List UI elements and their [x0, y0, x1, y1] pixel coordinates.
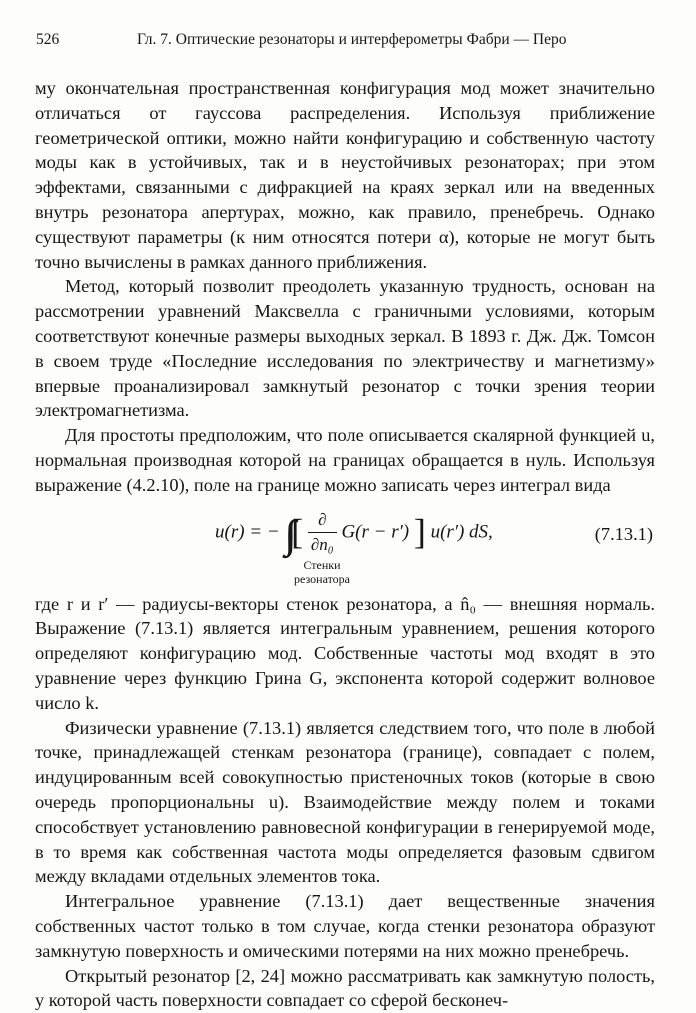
paragraph-6: Интегральное уравнение (7.13.1) дает вещественные значения собственных частот только в том случае, когда стенки резонатора образуют замкнутую поверхность и омическими потерями на них можно пренебречь.: [35, 889, 655, 963]
double-integral-symbol: ∫∫: [284, 511, 286, 556]
paragraph-7: Открытый резонатор [2, 24] можно рассматривать как замкнутую полость, у которой часть поверхности совпадает со сферой бесконеч-: [35, 964, 655, 1013]
equation-lhs: u(r) = −: [215, 521, 280, 542]
limit-line-2: резонатора: [294, 572, 350, 586]
fraction-numerator: ∂: [308, 508, 337, 534]
body-text: [35, 76, 655, 1013]
paragraph-4: где r и r′ — радиусы-векторы стенок резонатора, а n̂₀ — внешняя нормаль. Выражение (7.13.1) является интегральным уравнением, решения которого определяют конфигурацию мод. Собственные частоты мод входят в это уравнение через функцию Грина G, экспонента которой содержит волновое число k.: [35, 592, 655, 716]
left-bracket: [: [291, 511, 303, 551]
equation-body: [215, 508, 493, 559]
paragraph-3: Для простоты предположим, что поле описывается скалярной функцией u, нормальная производная которой на границах обращается в нуль. Используя выражение (4.2.10), поле на границе можно записать через интеграл вида: [35, 423, 655, 497]
equation-rhs: u(r′) dS,: [431, 521, 493, 542]
paragraph-1: му окончательная пространственная конфигурация мод может значительно отличаться от гауссова распределения. Используя приближение геометрической оптики, можно найти конфигурацию и собственную частоту моды как в устойчивых, так и в неустойчивых резонаторах; при этом эффектами, связанными с дифракцией на краях зеркал или на введенных внутрь резонатора апертурах, можно, как правило, пренебречь. Однако существуют параметры (к ним относятся потери α), которые не могут быть точно вычислены в рамках данного приближения.: [35, 76, 655, 274]
equation-7-13-1: [35, 500, 655, 590]
page-header: [36, 31, 656, 51]
limit-line-1: Стенки: [294, 558, 350, 572]
equation-number: (7.13.1): [595, 522, 653, 547]
integral-limit-label: [294, 558, 350, 586]
paragraph-5: Физически уравнение (7.13.1) является следствием того, что поле в любой точке, принадлежащей стенкам резонатора (границе), совпадает с полем, индуцированным всей совокупностью пристеночных токов (которые в свою очередь пропорциональны u). Взаимодействие между полем и токами способствует установлению равновесной конфигурации в генерируемой моде, в то время как собственная частота моды определяется фазовым сдвигом между вкладами отдельных элементов тока.: [35, 716, 655, 890]
running-head: Гл. 7. Оптические резонаторы и интерферометры Фабри — Перо: [137, 31, 566, 49]
paragraph-2: Метод, который позволит преодолеть указанную трудность, основан на рассмотрении уравнений Максвелла с граничными условиями, которым соответствуют конечные размеры выходных зеркал. В 1893 г. Дж. Дж. Томсон в своем труде «Последние исследования по электричеству и магнетизму» впервые проанализировал замкнутый резонатор с точки зрения теории электромагнетизма.: [35, 274, 655, 423]
partial-fraction: [308, 508, 337, 559]
page-number: 526: [36, 31, 59, 49]
fraction-denominator: ∂n₀: [308, 533, 337, 558]
green-function: G(r − r′): [341, 521, 409, 542]
right-bracket: ]: [414, 511, 426, 551]
